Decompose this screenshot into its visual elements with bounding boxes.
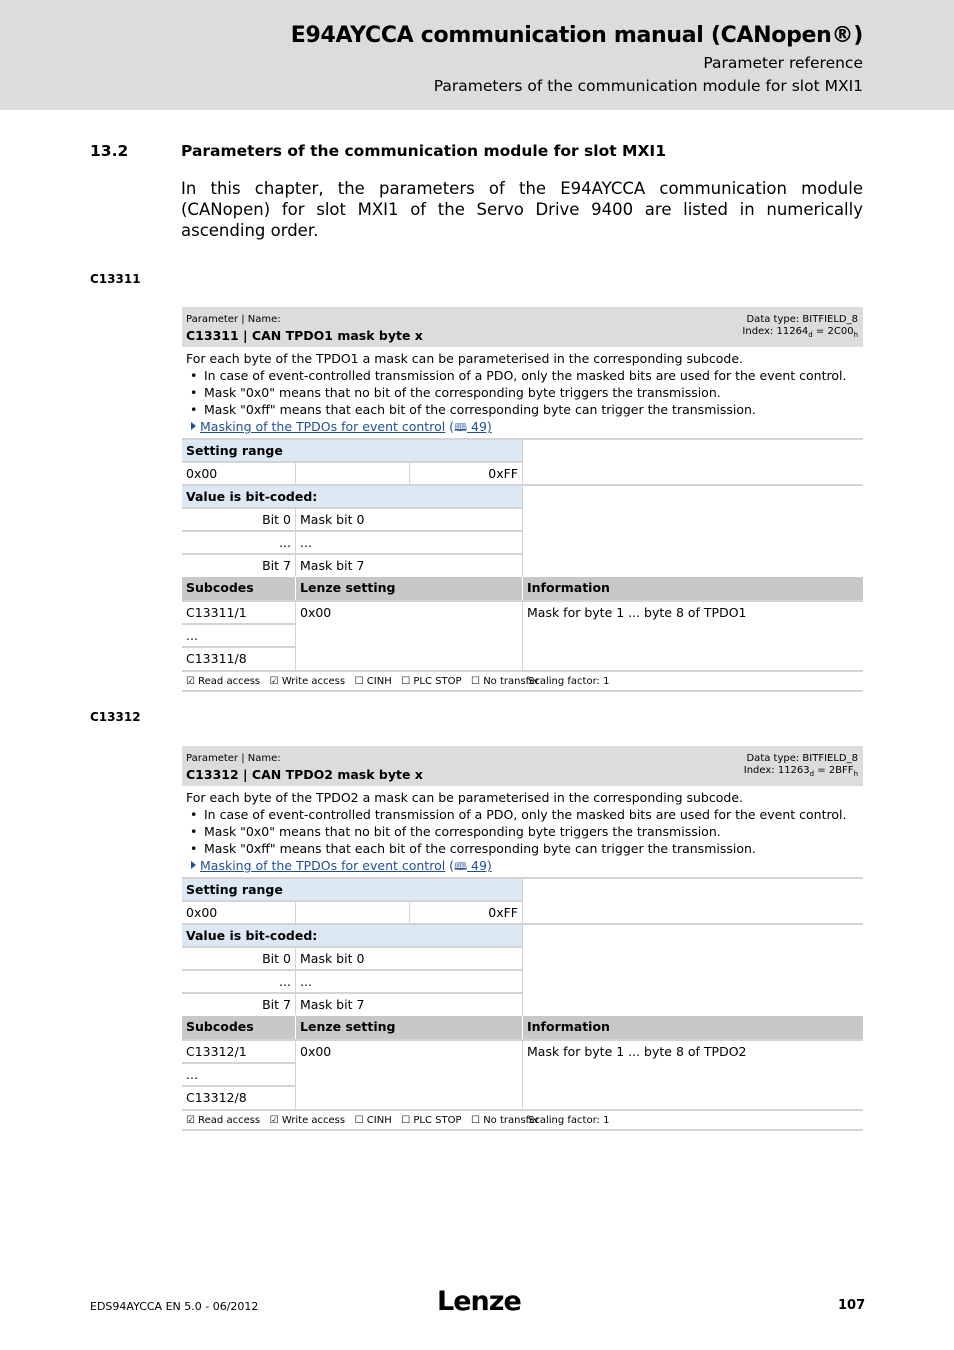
bitcoded-heading: Value is bit-coded: xyxy=(182,923,522,946)
col-information: Information xyxy=(522,1016,863,1039)
scaling-factor: Scaling factor: 1 xyxy=(528,676,610,687)
param-description xyxy=(182,786,863,877)
param-header xyxy=(182,746,863,786)
lenze-setting-value: 0x00 xyxy=(295,600,522,670)
bit-label: Bit 0 xyxy=(182,946,295,969)
bit-description: Mask bit 7 xyxy=(295,553,522,576)
range-max: 0xFF xyxy=(409,461,522,484)
access-row xyxy=(182,670,863,692)
access-flags: ☑ Read access ☑ Write access ☐ CINH ☐ PLC STOP ☐ No transfer xyxy=(186,676,540,687)
col-subcodes: Subcodes xyxy=(182,1016,295,1039)
page-number: 107 xyxy=(838,1298,866,1313)
bullet-item: • Mask "0xff" means that each bit of the corresponding byte can trigger the transmission. xyxy=(186,840,859,857)
param-grid xyxy=(182,877,863,1131)
bit-description: ... xyxy=(295,530,522,553)
range-max: 0xFF xyxy=(409,900,522,923)
lenze-setting-value: 0x00 xyxy=(295,1039,522,1109)
parameter-table xyxy=(182,746,863,1131)
col-lenze-setting: Lenze setting xyxy=(295,577,522,600)
range-mid xyxy=(295,461,409,484)
book-icon: 🕮 xyxy=(454,860,468,873)
bullet-list xyxy=(186,806,859,857)
range-mid xyxy=(295,900,409,923)
param-label: Parameter | Name: xyxy=(186,753,281,764)
page-header xyxy=(0,0,954,110)
range-min: 0x00 xyxy=(182,461,295,484)
bullet-item: • Mask "0x0" means that no bit of the corresponding byte triggers the transmission. xyxy=(186,823,859,840)
bullet-item: • Mask "0xff" means that each bit of the corresponding byte can trigger the transmission. xyxy=(186,401,859,418)
access-flags: ☑ Read access ☑ Write access ☐ CINH ☐ PLC STOP ☐ No transfer xyxy=(186,1115,540,1126)
col-information: Information xyxy=(522,577,863,600)
param-name: C13311 | CAN TPDO1 mask byte x xyxy=(186,328,423,343)
empty-cell xyxy=(522,877,863,923)
document-id: EDS94AYCCA EN 5.0 - 06/2012 xyxy=(90,1300,259,1313)
data-type: Data type: BITFIELD_8 xyxy=(746,314,858,325)
bullet-item: • Mask "0x0" means that no bit of the corresponding byte triggers the transmission. xyxy=(186,384,859,401)
param-index: Index: $11264_d = 2C00_h$ xyxy=(742,326,858,339)
bitcoded-heading: Value is bit-coded: xyxy=(182,484,522,507)
intro-paragraph: In this chapter, the parameters of the E94AYCCA communication module (CANopen) for slot MXI1 of the Servo Drive 9400 are listed in numerically ascending order. xyxy=(181,179,863,240)
arrow-icon xyxy=(191,422,196,430)
bullet-list xyxy=(186,367,859,418)
param-anchor: C13311 xyxy=(90,272,141,286)
information-text: Mask for byte 1 ... byte 8 of TPDO2 xyxy=(522,1039,863,1109)
setting-range-heading: Setting range xyxy=(182,877,522,900)
cross-reference-link[interactable]: Masking of the TPDOs for event control xyxy=(200,858,446,873)
desc-text: For each byte of the TPDO2 a mask can be parameterised in the corresponding subcode. xyxy=(186,790,743,805)
cross-reference-link[interactable]: Masking of the TPDOs for event control xyxy=(200,419,446,434)
parameter-table xyxy=(182,307,863,692)
cross-reference: Masking of the TPDOs for event control (🕮 49) xyxy=(186,857,859,875)
bit-label: Bit 7 xyxy=(182,992,295,1015)
param-grid xyxy=(182,438,863,692)
page-reference-link[interactable]: 49) xyxy=(467,858,492,873)
subcode-last: C13312/8 xyxy=(182,1085,295,1109)
range-min: 0x00 xyxy=(182,900,295,923)
bit-label: Bit 7 xyxy=(182,553,295,576)
col-subcodes: Subcodes xyxy=(182,577,295,600)
desc-text: For each byte of the TPDO1 a mask can be parameterised in the corresponding subcode. xyxy=(186,351,743,366)
subcode-first: C13311/1 xyxy=(182,600,295,623)
manual-title: E94AYCCA communication manual (CANopen®) xyxy=(290,23,863,48)
bit-description: Mask bit 0 xyxy=(295,946,522,969)
lenze-logo: Lenze xyxy=(437,1286,521,1317)
access-row xyxy=(182,1109,863,1131)
param-anchor: C13312 xyxy=(90,710,141,724)
arrow-icon xyxy=(191,861,196,869)
bit-label: ... xyxy=(182,530,295,553)
book-icon: 🕮 xyxy=(454,421,468,434)
param-index: Index: $11263_d = 2BFF_h$ xyxy=(743,765,858,778)
bullet-item: • In case of event-controlled transmission of a PDO, only the masked bits are used for the event control. xyxy=(186,367,859,384)
bit-description: Mask bit 7 xyxy=(295,992,522,1015)
data-type: Data type: BITFIELD_8 xyxy=(746,753,858,764)
subcode-ellipsis: ... xyxy=(182,623,295,646)
page-reference-link[interactable]: 49) xyxy=(467,419,492,434)
empty-cell xyxy=(522,484,863,577)
empty-cell xyxy=(522,438,863,484)
bit-description: Mask bit 0 xyxy=(295,507,522,530)
param-label: Parameter | Name: xyxy=(186,314,281,325)
param-description xyxy=(182,347,863,438)
subcode-last: C13311/8 xyxy=(182,646,295,670)
bit-label: ... xyxy=(182,969,295,992)
col-lenze-setting: Lenze setting xyxy=(295,1016,522,1039)
cross-reference: Masking of the TPDOs for event control (🕮 49) xyxy=(186,418,859,436)
scaling-factor: Scaling factor: 1 xyxy=(528,1115,610,1126)
section-number: 13.2 xyxy=(90,142,129,160)
param-name: C13312 | CAN TPDO2 mask byte x xyxy=(186,767,423,782)
information-text: Mask for byte 1 ... byte 8 of TPDO1 xyxy=(522,600,863,670)
subcode-first: C13312/1 xyxy=(182,1039,295,1062)
section-subtitle: Parameters of the communication module for slot MXI1 xyxy=(433,77,863,95)
param-header xyxy=(182,307,863,347)
bit-label: Bit 0 xyxy=(182,507,295,530)
subcode-ellipsis: ... xyxy=(182,1062,295,1085)
bullet-item: • In case of event-controlled transmission of a PDO, only the masked bits are used for the event control. xyxy=(186,806,859,823)
empty-cell xyxy=(522,923,863,1016)
bit-description: ... xyxy=(295,969,522,992)
section-heading: Parameters of the communication module for slot MXI1 xyxy=(181,142,666,160)
chapter-title: Parameter reference xyxy=(703,54,863,72)
setting-range-heading: Setting range xyxy=(182,438,522,461)
